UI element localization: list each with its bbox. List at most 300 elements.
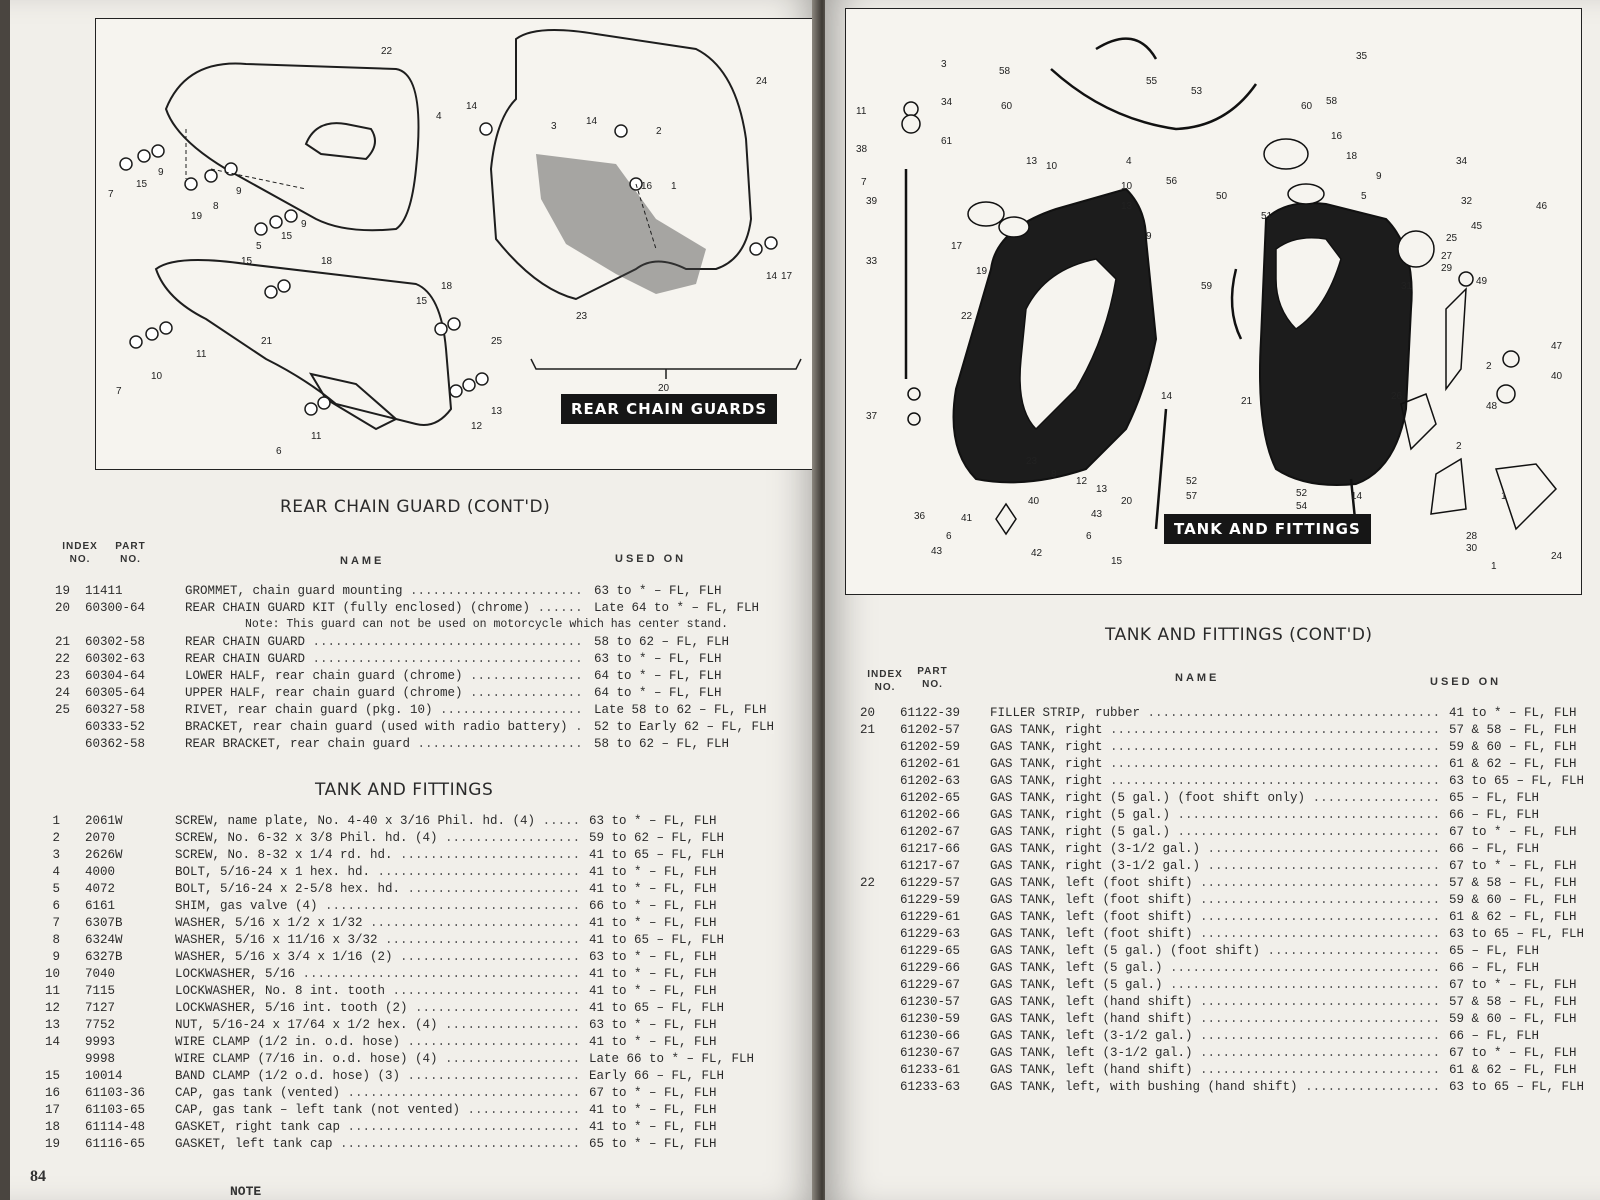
used-on: 67 to * – FL, FLH — [1445, 859, 1577, 873]
svg-text:33: 33 — [866, 256, 878, 267]
svg-text:49: 49 — [1476, 276, 1488, 287]
table-row — [30, 967, 780, 984]
used-on: 65 – FL, FLH — [1445, 944, 1539, 958]
part-name: GAS TANK, right (5 gal.) ..... — [990, 825, 1440, 839]
svg-text:37: 37 — [866, 411, 878, 422]
used-on: 58 to 62 – FL, FLH — [590, 737, 729, 751]
index-number: 5 — [52, 882, 60, 896]
table-row — [30, 899, 780, 916]
part-number: 60327-58 — [85, 703, 146, 717]
part-name: GASKET, left tank cap ..... — [175, 1137, 580, 1151]
part-name: GAS TANK, right ..... — [990, 723, 1440, 737]
used-on: 41 to * – FL, FLH — [585, 1120, 717, 1134]
part-number: 61233-61 — [900, 1063, 961, 1077]
svg-text:5: 5 — [1361, 191, 1367, 202]
part-number: 61202-66 — [900, 808, 961, 822]
svg-text:59: 59 — [1201, 281, 1213, 292]
part-number: 4000 — [85, 865, 116, 879]
part-number: 9998 — [85, 1052, 116, 1066]
svg-text:28: 28 — [1466, 531, 1478, 542]
index-number: 20 — [859, 706, 875, 720]
index-number: 20 — [54, 601, 70, 615]
index-number: 18 — [44, 1120, 60, 1134]
table-row — [845, 1012, 1585, 1029]
index-number: 25 — [54, 703, 70, 717]
svg-text:60: 60 — [1301, 101, 1313, 112]
svg-text:4: 4 — [436, 111, 442, 122]
svg-text:40: 40 — [1551, 371, 1563, 382]
chain-guard-note: Note: This guard can not be used on motorcycle which has center stand. — [245, 618, 729, 631]
svg-text:14: 14 — [1161, 391, 1173, 402]
used-on: 57 & 58 – FL, FLH — [1445, 876, 1577, 890]
index-number: 13 — [44, 1018, 60, 1032]
svg-text:14: 14 — [466, 101, 478, 112]
header-part: PART NO. — [917, 666, 948, 690]
svg-text:4: 4 — [1126, 156, 1132, 167]
part-name: GAS TANK, right ..... — [990, 757, 1440, 771]
table-row — [845, 740, 1585, 757]
svg-text:5: 5 — [256, 241, 262, 252]
table-row — [40, 720, 780, 737]
part-number: 2626W — [85, 848, 123, 862]
table-row — [845, 757, 1585, 774]
table-row — [845, 893, 1585, 910]
svg-text:15: 15 — [241, 256, 253, 267]
table-row — [845, 808, 1585, 825]
svg-text:10: 10 — [1121, 181, 1133, 192]
table-row — [40, 737, 780, 754]
svg-text:43: 43 — [1091, 509, 1103, 520]
used-on: 63 to 65 – FL, FLH — [1445, 927, 1584, 941]
svg-text:54: 54 — [1296, 501, 1308, 512]
index-number: 3 — [52, 848, 60, 862]
part-number: 9993 — [85, 1035, 116, 1049]
svg-text:57: 57 — [1186, 491, 1198, 502]
part-name: CAP, gas tank – left tank (not vented) ..... — [175, 1103, 580, 1117]
table-row — [30, 1001, 780, 1018]
used-on: Early 66 – FL, FLH — [585, 1069, 724, 1083]
used-on: Late 64 to * – FL, FLH — [590, 601, 759, 615]
svg-text:2: 2 — [1456, 441, 1462, 452]
part-name: SCREW, No. 8-32 x 1/4 rd. hd. ..... — [175, 848, 580, 862]
part-number: 61217-66 — [900, 842, 961, 856]
used-on: 67 to * – FL, FLH — [1445, 1046, 1577, 1060]
table-row — [40, 669, 780, 686]
part-name: GROMMET, chain guard mounting ..... — [185, 584, 585, 598]
svg-text:15: 15 — [281, 231, 293, 242]
header-part: PART NO. — [115, 541, 146, 565]
svg-text:15: 15 — [136, 179, 148, 190]
svg-text:3: 3 — [551, 121, 557, 132]
svg-text:2: 2 — [1486, 361, 1492, 372]
table-row — [40, 686, 780, 703]
svg-text:8: 8 — [1051, 469, 1057, 480]
part-number: 61103-36 — [85, 1086, 146, 1100]
index-number: 8 — [52, 933, 60, 947]
part-number: 2061W — [85, 814, 123, 828]
svg-text:27: 27 — [1441, 251, 1453, 262]
part-number: 61122-39 — [900, 706, 961, 720]
header-name: NAME — [340, 555, 385, 567]
table-row — [30, 984, 780, 1001]
used-on: Late 58 to 62 – FL, FLH — [590, 703, 767, 717]
svg-text:46: 46 — [1536, 201, 1548, 212]
svg-text:23: 23 — [1026, 456, 1038, 467]
header-index: INDEX NO. — [62, 541, 98, 565]
svg-text:60: 60 — [1001, 101, 1013, 112]
svg-text:3: 3 — [941, 59, 947, 70]
svg-text:23: 23 — [576, 311, 588, 322]
svg-text:9: 9 — [1376, 171, 1382, 182]
svg-text:21: 21 — [261, 336, 273, 347]
part-name: GAS TANK, left (hand shift) ..... — [990, 1012, 1440, 1026]
svg-text:16: 16 — [1331, 131, 1343, 142]
part-number: 61202-63 — [900, 774, 961, 788]
index-number: 6 — [52, 899, 60, 913]
svg-text:31: 31 — [1401, 281, 1413, 292]
part-number: 11411 — [85, 584, 123, 598]
svg-text:10: 10 — [151, 371, 163, 382]
svg-text:11: 11 — [196, 349, 207, 360]
header-used-on: USED ON — [1430, 676, 1502, 688]
part-name: WASHER, 5/16 x 11/16 x 3/32 ..... — [175, 933, 580, 947]
part-number: 60333-52 — [85, 720, 146, 734]
part-name: WASHER, 5/16 x 1/2 x 1/32 ..... — [175, 916, 580, 930]
svg-text:13: 13 — [1096, 484, 1108, 495]
part-number: 61229-63 — [900, 927, 961, 941]
part-name: LOCKWASHER, No. 8 int. tooth ..... — [175, 984, 580, 998]
svg-text:61: 61 — [941, 136, 953, 147]
svg-text:2: 2 — [656, 126, 662, 137]
svg-text:26: 26 — [1391, 391, 1403, 402]
table-row — [845, 791, 1585, 808]
svg-text:9: 9 — [301, 219, 307, 230]
used-on: 66 – FL, FLH — [1445, 842, 1539, 856]
left-page — [10, 0, 820, 1200]
svg-text:1: 1 — [1491, 561, 1497, 572]
svg-text:19: 19 — [976, 266, 988, 277]
svg-text:58: 58 — [999, 66, 1011, 77]
svg-text:6: 6 — [1086, 531, 1092, 542]
svg-text:24: 24 — [756, 76, 768, 87]
table-row — [30, 916, 780, 933]
index-number: 11 — [44, 984, 60, 998]
table-row — [845, 825, 1585, 842]
svg-text:12: 12 — [1076, 476, 1088, 487]
table-row — [845, 1063, 1585, 1080]
svg-text:17: 17 — [951, 241, 963, 252]
part-name: REAR BRACKET, rear chain guard ..... — [185, 737, 585, 751]
svg-text:6: 6 — [946, 531, 952, 542]
used-on: 63 to * – FL, FLH — [585, 950, 717, 964]
svg-text:20: 20 — [658, 383, 670, 394]
svg-text:12: 12 — [471, 421, 483, 432]
part-name: LOCKWASHER, 5/16 ..... — [175, 967, 580, 981]
part-name: CAP, gas tank (vented) ..... — [175, 1086, 580, 1100]
part-number: 61229-57 — [900, 876, 961, 890]
used-on: 59 & 60 – FL, FLH — [1445, 893, 1577, 907]
part-name: GAS TANK, right ..... — [990, 774, 1440, 788]
table-row — [30, 933, 780, 950]
used-on: 66 to * – FL, FLH — [585, 899, 717, 913]
table-row — [845, 1046, 1585, 1063]
part-number: 6327B — [85, 950, 123, 964]
part-number: 61229-61 — [900, 910, 961, 924]
section-title-tank: TANK AND FITTINGS — [315, 780, 494, 800]
used-on: 64 to * – FL, FLH — [590, 686, 722, 700]
svg-text:18: 18 — [441, 281, 453, 292]
part-number: 60362-58 — [85, 737, 146, 751]
used-on: 57 & 58 – FL, FLH — [1445, 995, 1577, 1009]
svg-text:35: 35 — [1356, 51, 1368, 62]
part-number: 61103-65 — [85, 1103, 146, 1117]
svg-text:14: 14 — [1351, 491, 1363, 502]
index-number: 9 — [52, 950, 60, 964]
used-on: 63 to 65 – FL, FLH — [1445, 1080, 1584, 1094]
svg-text:58: 58 — [1326, 96, 1338, 107]
part-name: GAS TANK, left (foot shift) ..... — [990, 876, 1440, 890]
svg-text:19: 19 — [191, 211, 203, 222]
svg-text:43: 43 — [931, 546, 943, 557]
svg-text:22: 22 — [381, 46, 393, 57]
svg-text:25: 25 — [1446, 233, 1458, 244]
svg-text:30: 30 — [1466, 543, 1478, 554]
part-number: 61230-66 — [900, 1029, 961, 1043]
svg-text:56: 56 — [1166, 176, 1178, 187]
svg-text:6: 6 — [276, 446, 282, 457]
part-number: 61229-66 — [900, 961, 961, 975]
part-number: 61233-63 — [900, 1080, 961, 1094]
part-number: 2070 — [85, 831, 116, 845]
used-on: Late 66 to * – FL, FLH — [585, 1052, 754, 1066]
svg-text:14: 14 — [586, 116, 598, 127]
svg-text:24: 24 — [1551, 551, 1563, 562]
table-row — [845, 978, 1585, 995]
svg-text:13: 13 — [1026, 156, 1038, 167]
used-on: 41 to * – FL, FLH — [585, 967, 717, 981]
table-row — [30, 1018, 780, 1035]
part-number: 7040 — [85, 967, 116, 981]
part-number: 61202-57 — [900, 723, 961, 737]
table-row — [40, 635, 780, 652]
svg-text:22: 22 — [961, 311, 973, 322]
part-name: BOLT, 5/16-24 x 2-5/8 hex. hd. ..... — [175, 882, 580, 896]
page-number: 84 — [30, 1168, 46, 1185]
header-index: INDEX NO. — [867, 669, 903, 693]
svg-text:32: 32 — [1461, 196, 1473, 207]
used-on: 41 to * – FL, FLH — [585, 865, 717, 879]
table-row — [845, 944, 1585, 961]
svg-text:14: 14 — [766, 271, 778, 282]
used-on: 63 to * – FL, FLH — [585, 814, 717, 828]
svg-text:18: 18 — [321, 256, 333, 267]
index-number: 1 — [52, 814, 60, 828]
used-on: 66 – FL, FLH — [1445, 1029, 1539, 1043]
index-number: 22 — [859, 876, 875, 890]
svg-text:45: 45 — [1471, 221, 1483, 232]
used-on: 61 & 62 – FL, FLH — [1445, 1063, 1577, 1077]
used-on: 41 to * – FL, FLH — [585, 984, 717, 998]
table-row — [845, 995, 1585, 1012]
part-name: GAS TANK, left (foot shift) ..... — [990, 927, 1440, 941]
used-on: 65 – FL, FLH — [1445, 791, 1539, 805]
figure-label: TANK AND FITTINGS — [1164, 514, 1371, 544]
part-name: BAND CLAMP (1/2 o.d. hose) (3) ..... — [175, 1069, 580, 1083]
table-row — [845, 961, 1585, 978]
svg-text:13: 13 — [491, 406, 503, 417]
used-on: 63 to * – FL, FLH — [590, 652, 722, 666]
part-name: GAS TANK, right (5 gal.) (foot shift only) ..... — [990, 791, 1440, 805]
part-name: SCREW, name plate, No. 4-40 x 3/16 Phil. hd. (4) ..... — [175, 814, 580, 828]
part-number: 61217-67 — [900, 859, 961, 873]
table-row — [845, 859, 1585, 876]
part-name: GAS TANK, left (3-1/2 gal.) ..... — [990, 1029, 1440, 1043]
svg-text:36: 36 — [914, 511, 926, 522]
part-name: GAS TANK, right ..... — [990, 740, 1440, 754]
table-row — [30, 1086, 780, 1103]
part-name: NUT, 5/16-24 x 17/64 x 1/2 hex. (4) ..... — [175, 1018, 580, 1032]
used-on: 65 to * – FL, FLH — [585, 1137, 717, 1151]
table-row — [30, 848, 780, 865]
used-on: 52 to Early 62 – FL, FLH — [590, 720, 774, 734]
svg-text:9: 9 — [1146, 231, 1152, 242]
used-on: 66 – FL, FLH — [1445, 961, 1539, 975]
table-row — [845, 876, 1585, 893]
used-on: 67 to * – FL, FLH — [585, 1086, 717, 1100]
bottom-note: NOTE — [230, 1184, 262, 1199]
part-number: 7752 — [85, 1018, 116, 1032]
svg-text:1: 1 — [1501, 491, 1507, 502]
part-number: 60305-64 — [85, 686, 146, 700]
part-number: 61229-67 — [900, 978, 961, 992]
used-on: 57 & 58 – FL, FLH — [1445, 723, 1577, 737]
svg-text:55: 55 — [1146, 76, 1158, 87]
svg-text:7: 7 — [108, 189, 114, 200]
part-number: 6324W — [85, 933, 123, 947]
table-row — [845, 1080, 1585, 1097]
table-row — [30, 1052, 780, 1069]
part-name: GAS TANK, left (hand shift) ..... — [990, 1063, 1440, 1077]
part-number: 61202-65 — [900, 791, 961, 805]
used-on: 41 to * – FL, FLH — [1445, 706, 1577, 720]
index-number: 2 — [52, 831, 60, 845]
svg-text:48: 48 — [1486, 401, 1498, 412]
table-row — [845, 842, 1585, 859]
table-row — [30, 1137, 780, 1154]
index-number: 4 — [52, 865, 60, 879]
used-on: 41 to 65 – FL, FLH — [585, 1001, 724, 1015]
svg-text:8: 8 — [213, 201, 219, 212]
svg-text:25: 25 — [491, 336, 503, 347]
used-on: 67 to * – FL, FLH — [1445, 978, 1577, 992]
table-row — [40, 703, 780, 720]
svg-text:13: 13 — [1121, 201, 1133, 212]
right-page — [825, 0, 1600, 1200]
part-number: 10014 — [85, 1069, 123, 1083]
used-on: 41 to * – FL, FLH — [585, 1035, 717, 1049]
table-row — [40, 601, 780, 618]
part-number: 60300-64 — [85, 601, 146, 615]
svg-text:1: 1 — [671, 181, 677, 192]
svg-text:40: 40 — [1028, 496, 1040, 507]
used-on: 59 & 60 – FL, FLH — [1445, 740, 1577, 754]
part-name: REAR CHAIN GUARD KIT (fully enclosed) (chrome) ..... — [185, 601, 585, 615]
used-on: 67 to * – FL, FLH — [1445, 825, 1577, 839]
part-name: GAS TANK, left (5 gal.) ..... — [990, 978, 1440, 992]
svg-text:15: 15 — [416, 296, 428, 307]
svg-text:10: 10 — [1046, 161, 1058, 172]
svg-text:7: 7 — [861, 177, 867, 188]
index-number: 10 — [44, 967, 60, 981]
rear-chain-guards-figure — [95, 18, 820, 470]
svg-text:50: 50 — [1216, 191, 1228, 202]
part-name: GAS TANK, left (foot shift) ..... — [990, 910, 1440, 924]
part-name: BRACKET, rear chain guard (used with radio battery) ..... — [185, 720, 585, 734]
part-number: 6161 — [85, 899, 116, 913]
table-row — [30, 865, 780, 882]
part-name: GAS TANK, right (5 gal.) ..... — [990, 808, 1440, 822]
table-row — [845, 927, 1585, 944]
svg-text:34: 34 — [941, 97, 953, 108]
table-row — [30, 1069, 780, 1086]
used-on: 61 & 62 – FL, FLH — [1445, 910, 1577, 924]
tank-contd-parts-list — [845, 706, 1585, 1097]
index-number: 24 — [54, 686, 70, 700]
part-number: 60302-58 — [85, 635, 146, 649]
used-on: 63 to * – FL, FLH — [585, 1018, 717, 1032]
used-on: 59 & 60 – FL, FLH — [1445, 1012, 1577, 1026]
part-name: REAR CHAIN GUARD ..... — [185, 635, 585, 649]
tank-fittings-drawing — [846, 9, 1581, 594]
part-number: 60302-63 — [85, 652, 146, 666]
part-number: 61202-67 — [900, 825, 961, 839]
used-on: 41 to 65 – FL, FLH — [585, 933, 724, 947]
svg-text:9: 9 — [158, 167, 164, 178]
part-name: RIVET, rear chain guard (pkg. 10) ..... — [185, 703, 585, 717]
svg-text:47: 47 — [1551, 341, 1563, 352]
table-row — [40, 584, 780, 601]
svg-text:18: 18 — [1346, 151, 1358, 162]
used-on: 41 to * – FL, FLH — [585, 1103, 717, 1117]
table-row — [845, 1029, 1585, 1046]
svg-text:17: 17 — [781, 271, 793, 282]
svg-text:42: 42 — [1031, 548, 1043, 559]
part-name: LOWER HALF, rear chain guard (chrome) ..... — [185, 669, 585, 683]
table-row — [40, 652, 780, 669]
index-number: 21 — [859, 723, 875, 737]
part-number: 61230-59 — [900, 1012, 961, 1026]
svg-text:34: 34 — [1456, 156, 1468, 167]
part-name: BOLT, 5/16-24 x 1 hex. hd. ..... — [175, 865, 580, 879]
figure-label: REAR CHAIN GUARDS — [561, 394, 777, 424]
svg-text:11: 11 — [311, 431, 322, 442]
part-name: GAS TANK, left (foot shift) ..... — [990, 893, 1440, 907]
svg-text:41: 41 — [961, 513, 973, 524]
index-number: 16 — [44, 1086, 60, 1100]
used-on: 63 to 65 – FL, FLH — [1445, 774, 1584, 788]
svg-text:52: 52 — [1186, 476, 1198, 487]
index-number: 22 — [54, 652, 70, 666]
part-name: GASKET, right tank cap ..... — [175, 1120, 580, 1134]
tank-fittings-figure — [845, 8, 1582, 595]
index-number: 17 — [44, 1103, 60, 1117]
svg-text:16: 16 — [641, 181, 653, 192]
part-name: SCREW, No. 6-32 x 3/8 Phil. hd. (4) ..... — [175, 831, 580, 845]
part-number: 61202-61 — [900, 757, 961, 771]
index-number: 15 — [44, 1069, 60, 1083]
used-on: 41 to * – FL, FLH — [585, 916, 717, 930]
table-row — [845, 723, 1585, 740]
